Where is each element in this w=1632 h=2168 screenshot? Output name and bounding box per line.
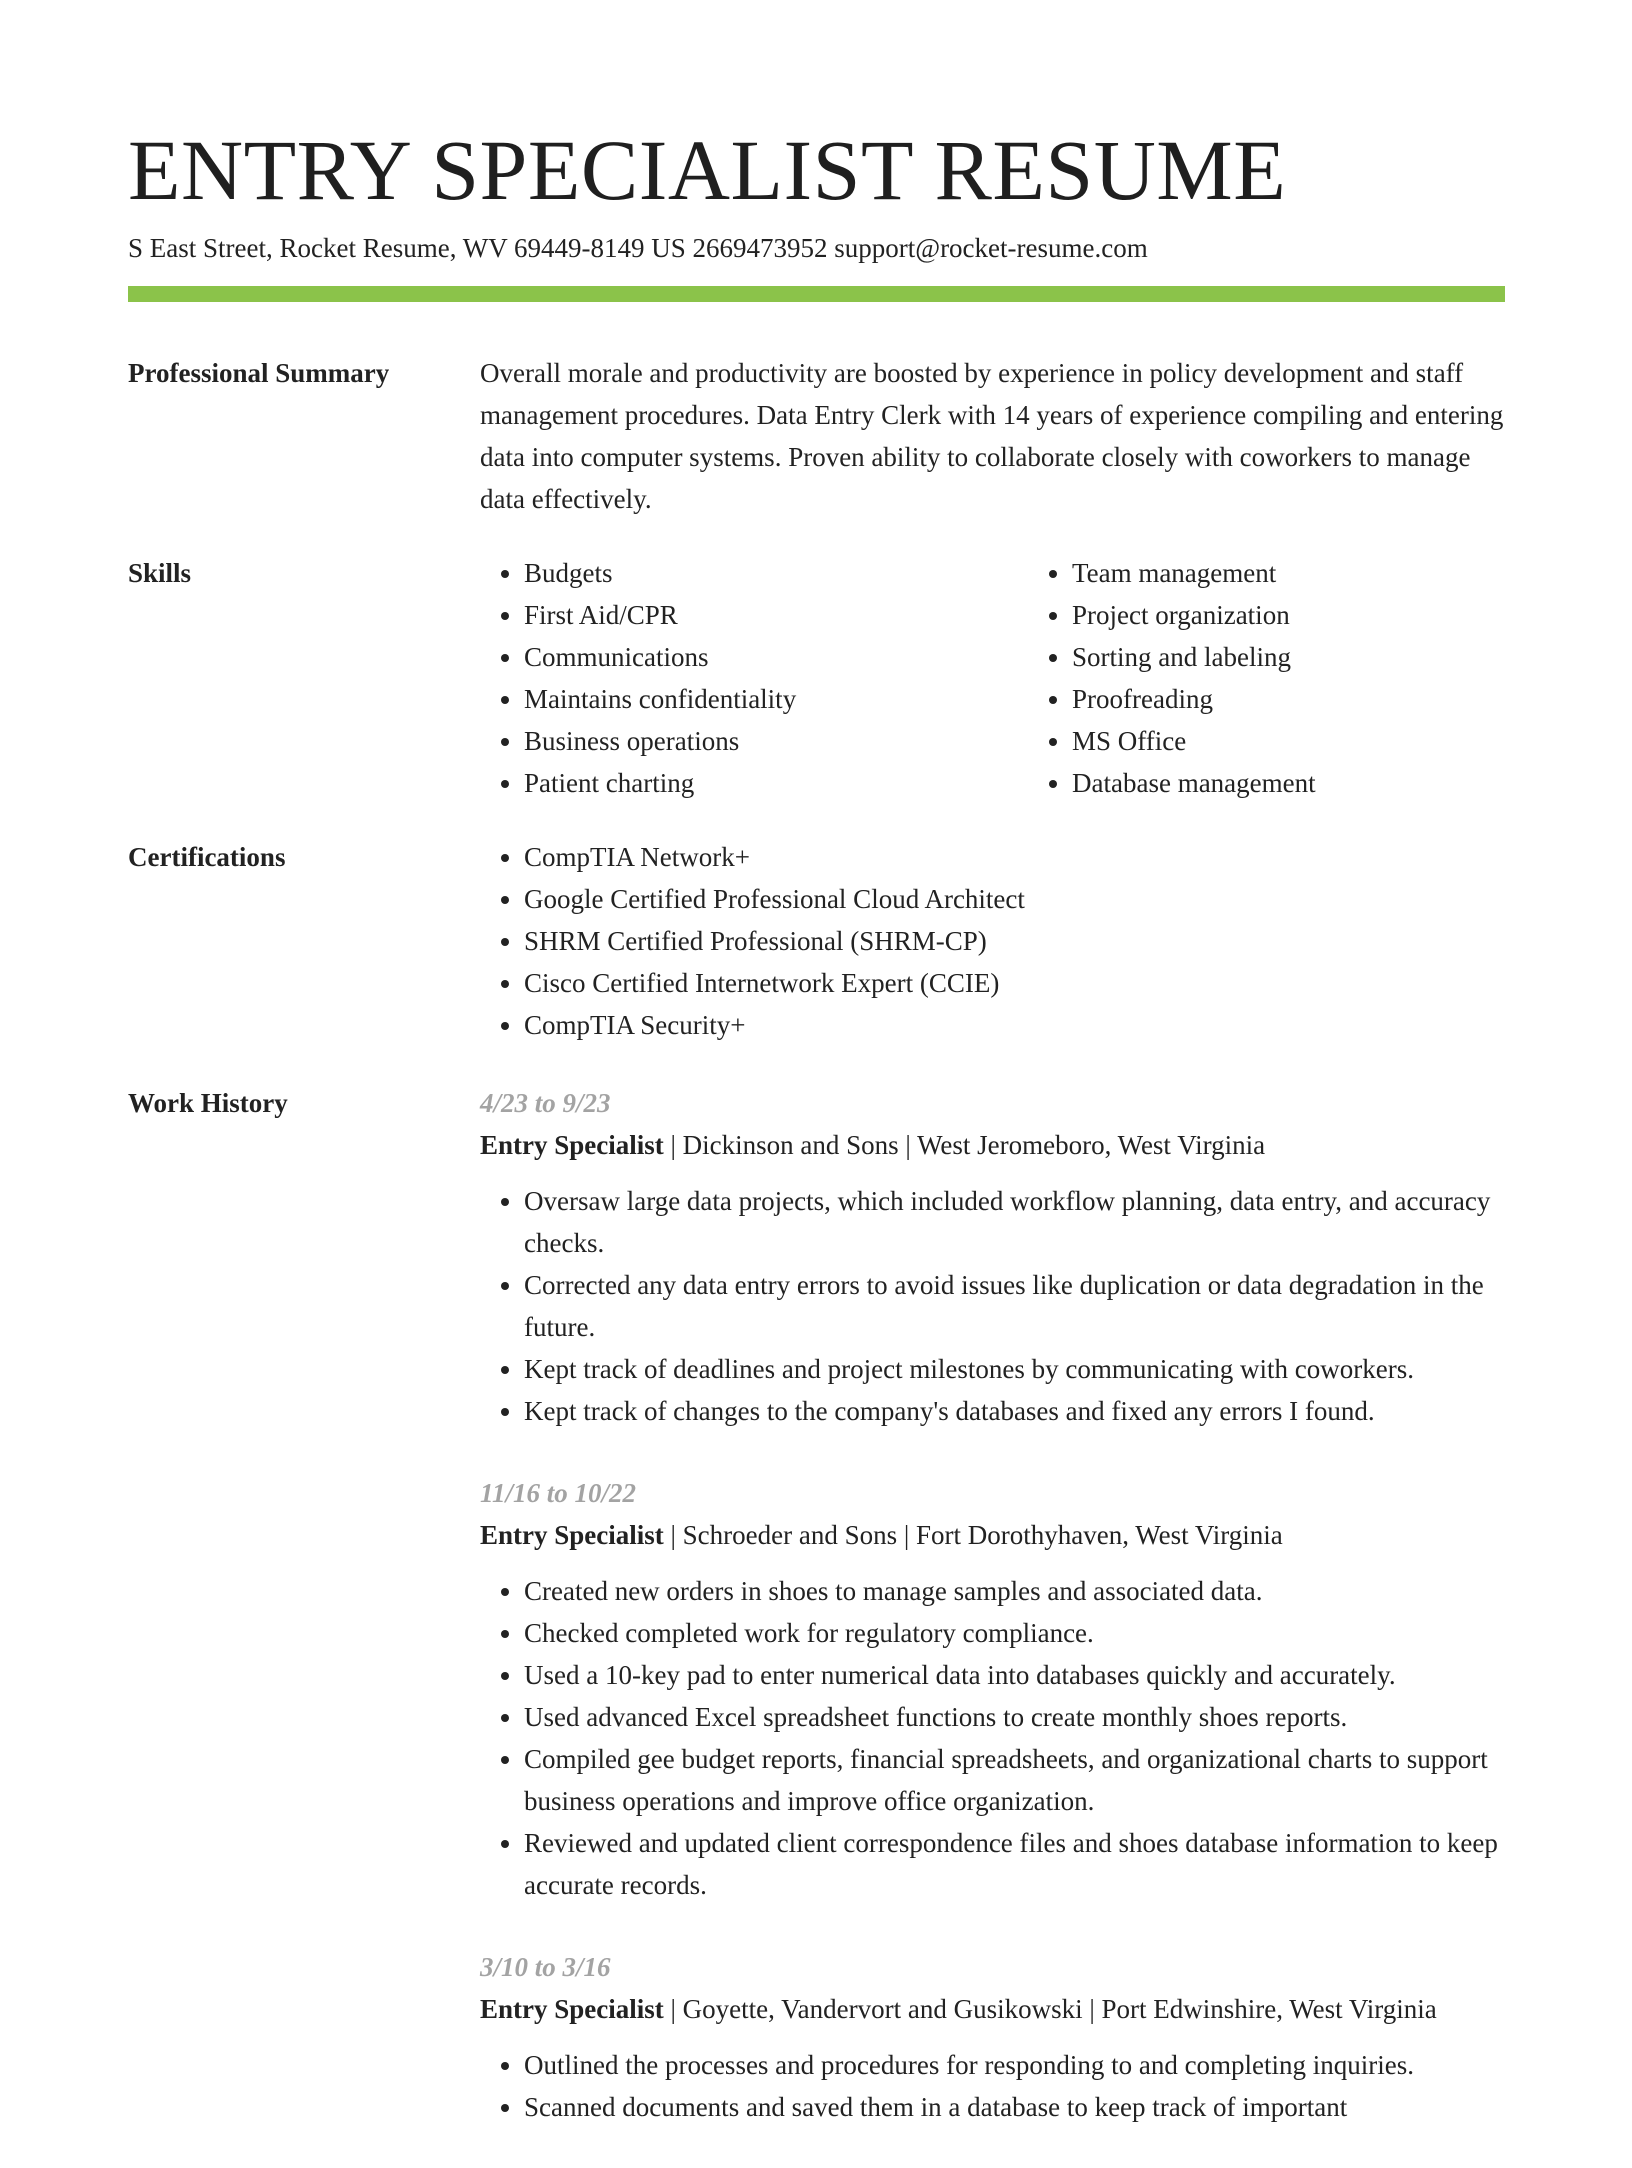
job-bullets (480, 1570, 1505, 1906)
job-details: | Dickinson and Sons | West Jeromeboro, West Virginia (663, 1130, 1266, 1160)
job-entry (480, 1472, 1505, 1906)
job-bullet: • Kept track of changes to the company's databases and fixed any errors I found. (524, 1390, 1505, 1432)
job-bullet: • Compiled gee budget reports, financial spreadsheets, and organizational charts to support business operations and improve office organization. (524, 1738, 1505, 1822)
certification-item: • CompTIA Security+ (524, 1004, 1505, 1046)
job-bullet: • Scanned documents and saved them in a database to keep track of important (524, 2086, 1505, 2128)
certification-item: • Cisco Certified Internetwork Expert (CCIE) (524, 962, 1505, 1004)
job-dates: 11/16 to 10/22 (480, 1478, 637, 1508)
summary-text: Overall morale and productivity are boosted by experience in policy development and staff management procedures. Data Entry Clerk with 14 years of experience compiling and entering data into computer systems. Proven ability to collaborate closely with coworkers to manage data effectively. (480, 358, 1504, 514)
job-title: Entry Specialist (480, 1520, 664, 1550)
skills-list-left (480, 552, 1028, 804)
certification-item: • CompTIA Network+ (524, 836, 1505, 878)
job-bullet: • Outlined the processes and procedures for responding to and completing inquiries. (524, 2044, 1505, 2086)
skill-item: • Communications (524, 636, 1028, 678)
job-heading (480, 1124, 1505, 1166)
skill-item: • Budgets (524, 552, 1028, 594)
job-dates: 3/10 to 3/16 (480, 1952, 611, 1982)
job-bullet: • Corrected any data entry errors to avoid issues like duplication or data degradation in the future. (524, 1264, 1505, 1348)
resume-title: ENTRY SPECIALIST RESUME (128, 122, 1287, 218)
job-bullet: • Used a 10-key pad to enter numerical data into databases quickly and accurately. (524, 1654, 1505, 1696)
job-bullet: • Created new orders in shoes to manage samples and associated data. (524, 1570, 1505, 1612)
section-title-work-history: Work History (128, 1088, 288, 1118)
skills-list-right (1028, 552, 1576, 804)
resume-page (128, 122, 1505, 2168)
skill-item: • Database management (1072, 762, 1576, 804)
skills-section (128, 552, 1505, 804)
job-details: | Schroeder and Sons | Fort Dorothyhaven, West Virginia (663, 1520, 1283, 1550)
job-bullets (480, 1180, 1505, 1432)
certification-item: • SHRM Certified Professional (SHRM-CP) (524, 920, 1505, 962)
skill-item: • Proofreading (1072, 678, 1576, 720)
job-bullets (480, 2044, 1505, 2128)
job-title: Entry Specialist (480, 1994, 664, 2024)
job-entry (480, 1946, 1505, 2128)
job-bullet: • Used advanced Excel spreadsheet functions to create monthly shoes reports. (524, 1696, 1505, 1738)
header-divider (128, 286, 1505, 302)
job-bullet: • Oversaw large data projects, which included workflow planning, data entry, and accuracy checks. (524, 1180, 1505, 1264)
skill-item: • Maintains confidentiality (524, 678, 1028, 720)
job-title: Entry Specialist (480, 1130, 664, 1160)
section-title-skills: Skills (128, 558, 192, 588)
job-entry (480, 1082, 1505, 1432)
contact-line: S East Street, Rocket Resume, WV 69449-8149 US 2669473952 support@rocket-resume.com (128, 233, 1148, 263)
summary-section (128, 352, 1505, 520)
skill-item: • Business operations (524, 720, 1028, 762)
skill-item: • First Aid/CPR (524, 594, 1028, 636)
skill-item: • Project organization (1072, 594, 1576, 636)
job-dates: 4/23 to 9/23 (480, 1088, 611, 1118)
skill-item: • Team management (1072, 552, 1576, 594)
job-bullet: • Reviewed and updated client correspondence files and shoes database information to keep accurate records. (524, 1822, 1505, 1906)
skill-item: • Sorting and labeling (1072, 636, 1576, 678)
work-history-section (128, 1082, 1505, 2168)
job-heading (480, 1988, 1505, 2030)
section-title-summary: Professional Summary (128, 358, 390, 388)
skill-item: • MS Office (1072, 720, 1576, 762)
certifications-list (480, 836, 1505, 1046)
job-bullet: • Kept track of deadlines and project milestones by communicating with coworkers. (524, 1348, 1505, 1390)
section-title-certifications: Certifications (128, 842, 286, 872)
job-details: | Goyette, Vandervort and Gusikowski | Port Edwinshire, West Virginia (663, 1994, 1437, 2024)
certification-item: • Google Certified Professional Cloud Architect (524, 878, 1505, 920)
job-heading (480, 1514, 1505, 1556)
certifications-section (128, 836, 1505, 1046)
skill-item: • Patient charting (524, 762, 1028, 804)
job-bullet: • Checked completed work for regulatory compliance. (524, 1612, 1505, 1654)
